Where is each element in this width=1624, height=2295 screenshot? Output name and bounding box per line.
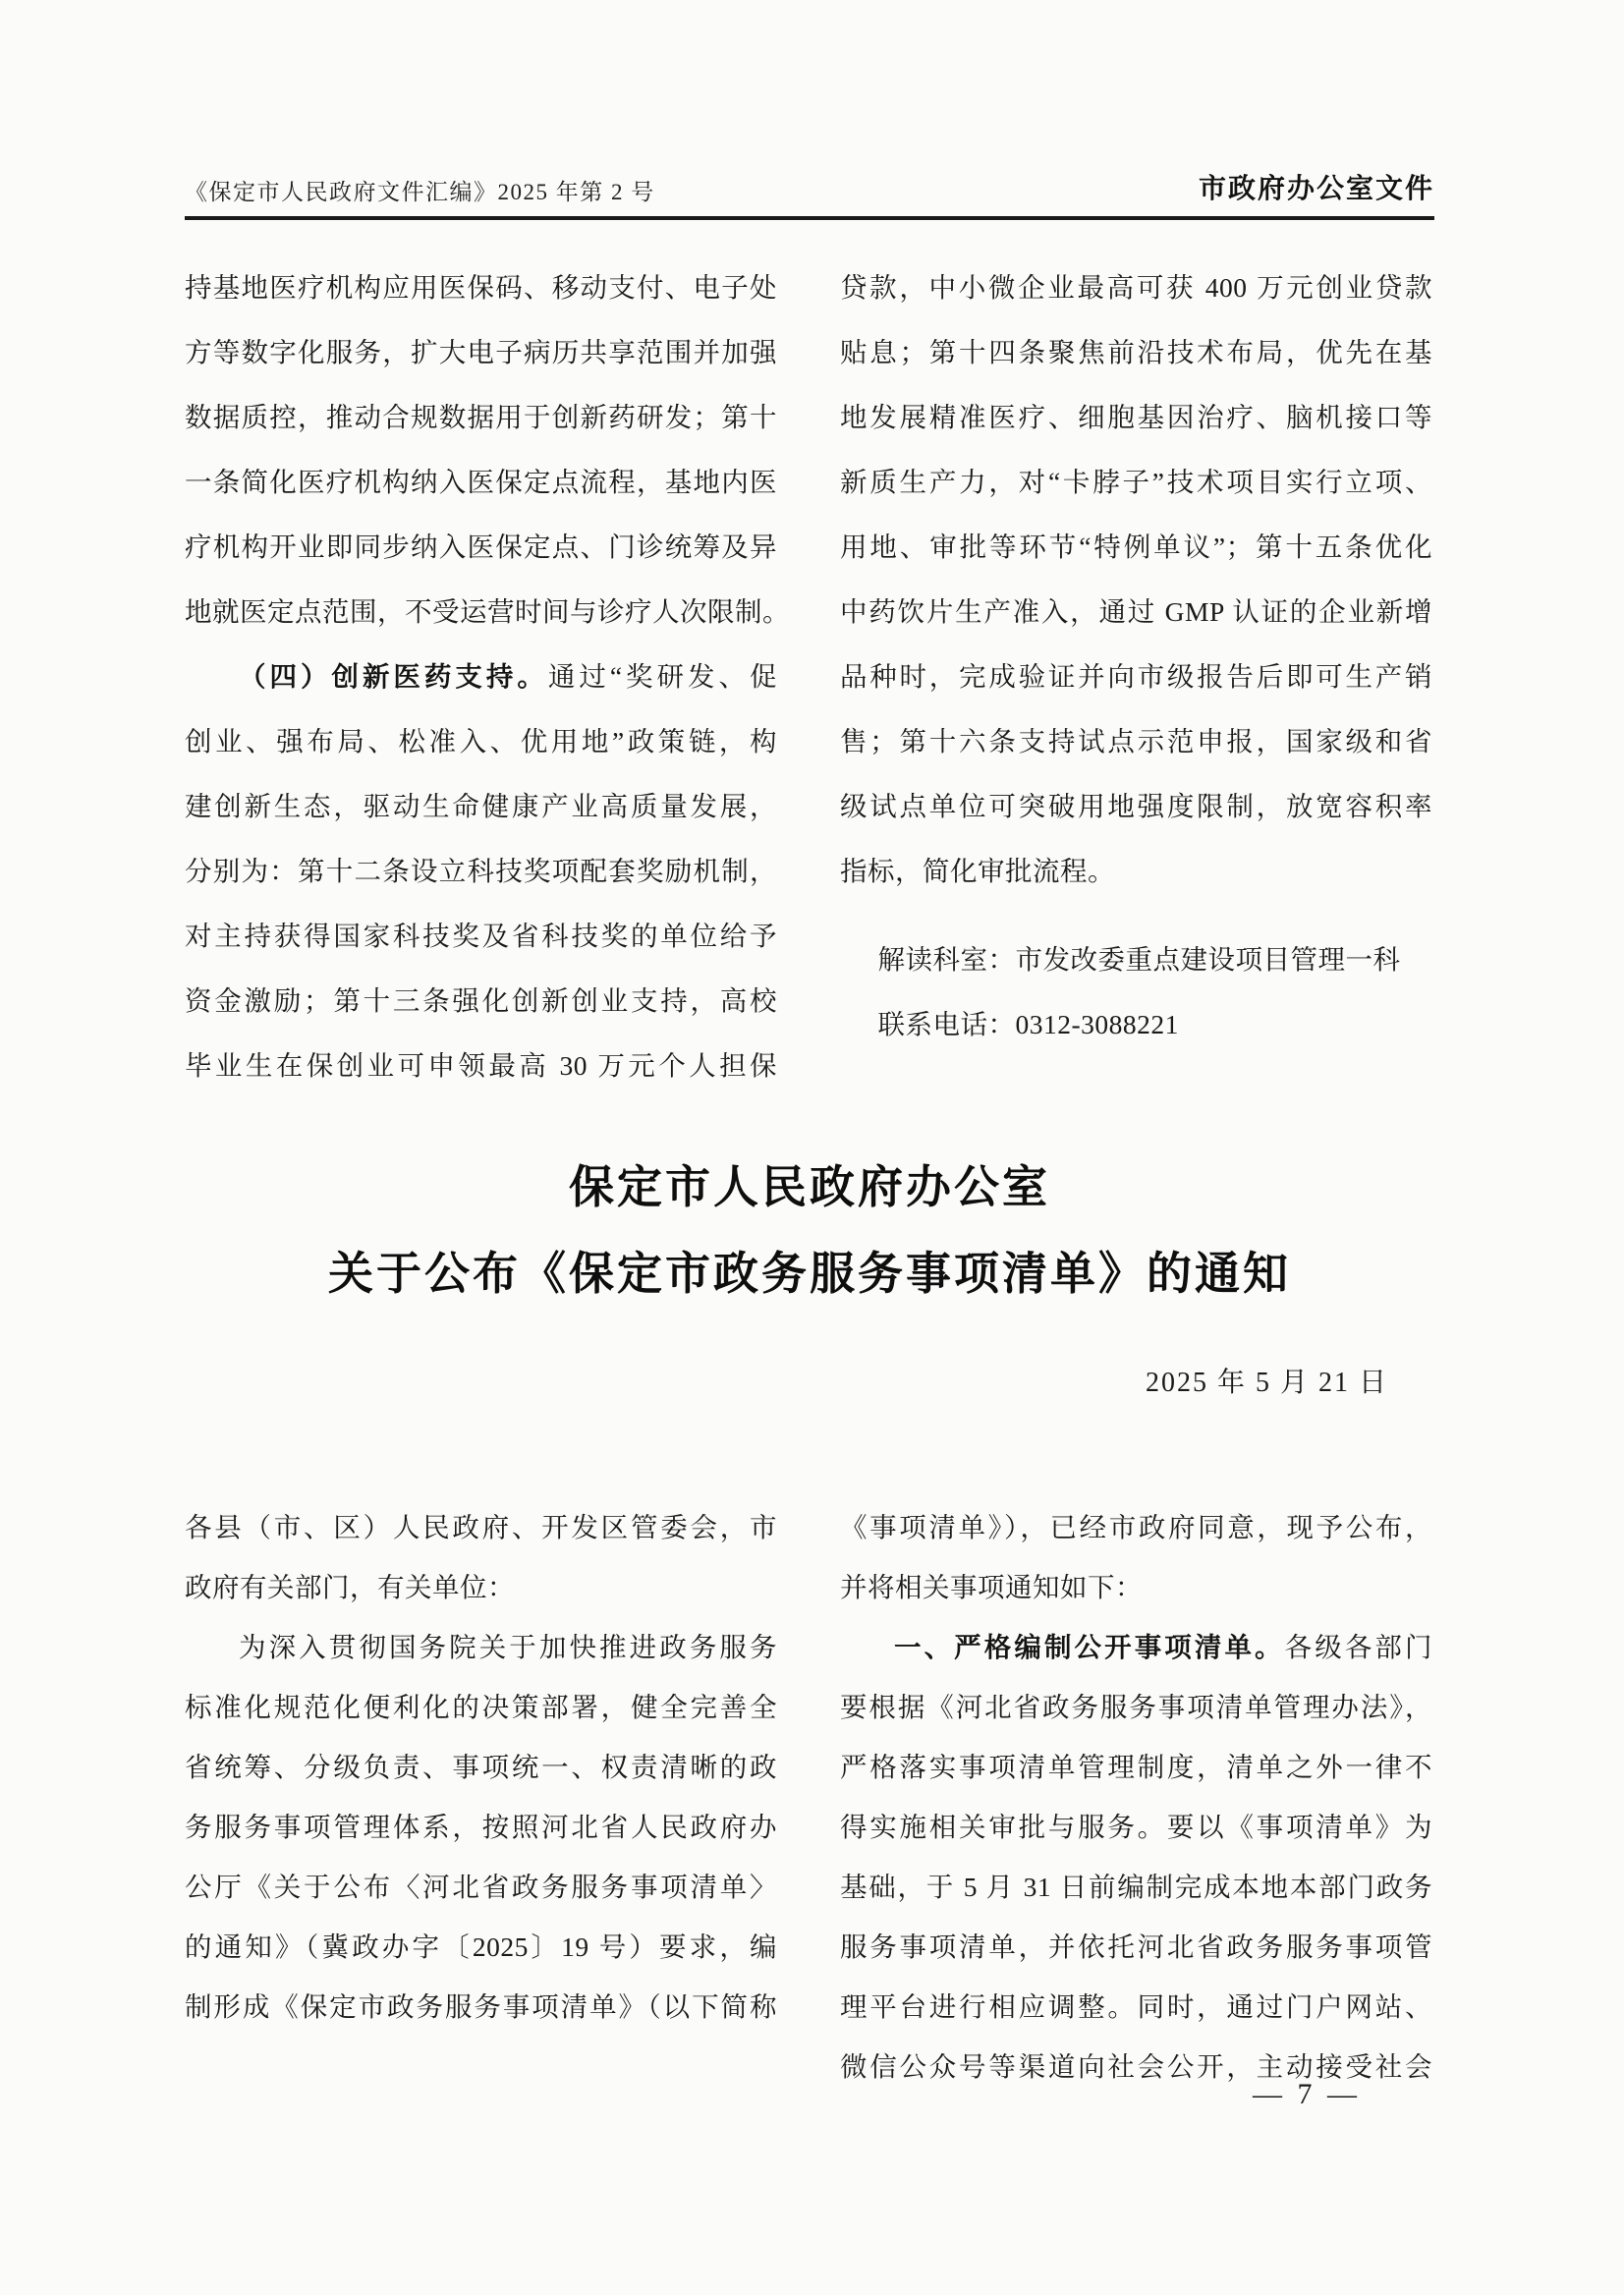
notice-title-line1: 保定市人民政府办公室 — [569, 1161, 1050, 1212]
document-category-label: 市政府办公室文件 — [1198, 173, 1434, 203]
text-line: 品种时，完成验证并向市级报告后即可生产销 — [840, 661, 1432, 692]
text-line: 地就医定点范围，不受运营时间与诊疗人次限制。 — [185, 596, 790, 627]
text-line: 一条简化医疗机构纳入医保定点流程，基地内医 — [185, 467, 777, 497]
text-line: 微信公众号等渠道向社会公开，主动接受社会 — [840, 2051, 1432, 2082]
text-line: 疗机构开业即同步纳入医保定点、门诊统筹及异 — [185, 532, 777, 562]
text-line: 持基地医疗机构应用医保码、移动支付、电子处 — [185, 272, 777, 303]
text-line: 理平台进行相应调整。同时，通过门户网站、 — [840, 1991, 1432, 2022]
page-number: — 7 — — [1253, 2078, 1361, 2110]
text-line: 售；第十六条支持试点示范申报，国家级和省 — [840, 726, 1432, 756]
text-line: 各县（市、区）人民政府、开发区管委会，市 — [185, 1512, 777, 1542]
text-line: 一、严格编制公开事项清单。各级各部门 — [894, 1632, 1433, 1662]
text-line: 《事项清单》），已经市政府同意，现予公布， — [840, 1512, 1432, 1542]
text-line: 级试点单位可突破用地强度限制，放宽容积率 — [840, 791, 1432, 821]
text-line: 方等数字化服务，扩大电子病历共享范围并加强 — [185, 337, 777, 367]
text-line: 地发展精准医疗、细胞基因治疗、脑机接口等 — [840, 402, 1432, 432]
text-line: 建创新生态，驱动生命健康产业高质量发展， — [185, 791, 777, 821]
text-line: 对主持获得国家科技奖及省科技奖的单位给予 — [185, 921, 777, 951]
text-line: 贷款，中小微企业最高可获 400 万元创业贷款 — [840, 272, 1432, 303]
text-line: 创业、强布局、松准入、优用地”政策链，构 — [185, 726, 777, 756]
text-line: （四）创新医药支持。通过“奖研发、促 — [239, 661, 777, 692]
contact-phone: 联系电话：0312-3088221 — [877, 1009, 1179, 1039]
notice-date: 2025 年 5 月 21 日 — [1145, 1368, 1388, 1398]
text-line: 得实施相关审批与服务。要以《事项清单》为 — [840, 1812, 1432, 1842]
text-line: 省统筹、分级负责、事项统一、权责清晰的政 — [185, 1752, 777, 1782]
article1-columns — [185, 255, 1434, 1098]
text-line: 的通知》（冀政办字〔2025〕19 号）要求，编 — [185, 1931, 777, 1962]
text-line: 中药饮片生产准入，通过 GMP 认证的企业新增 — [840, 596, 1432, 627]
text-line: 要根据《河北省政务服务事项清单管理办法》， — [840, 1692, 1432, 1722]
text-line: 新质生产力，对“卡脖子”技术项目实行立项、 — [840, 467, 1432, 497]
text-line: 贴息；第十四条聚焦前沿技术布局，优先在基 — [840, 337, 1432, 367]
text-line: 基础，于 5 月 31 日前编制完成本地本部门政务 — [840, 1872, 1432, 1902]
bold-heading-run: （四）创新医药支持。 — [239, 661, 548, 692]
text-line: 并将相关事项通知如下： — [840, 1572, 1143, 1602]
text-line: 服务事项清单，并依托河北省政务服务事项管 — [840, 1931, 1432, 1962]
notice-left-column — [185, 1497, 777, 2097]
compilation-title: 《保定市人民政府文件汇编》2025 年第 2 号 — [185, 180, 655, 204]
text-line: 公厅《关于公布〈河北省政务服务事项清单〉 — [185, 1872, 777, 1902]
text-line: 标准化规范化便利化的决策部署，健全完善全 — [185, 1692, 777, 1722]
notice-columns — [185, 1497, 1434, 2097]
text-line: 资金激励；第十三条强化创新创业支持，高校 — [185, 985, 777, 1016]
notice-title-line2: 关于公布《保定市政务服务事项清单》的通知 — [328, 1248, 1291, 1299]
bold-heading-run: 一、严格编制公开事项清单。 — [894, 1632, 1285, 1662]
article1-left-column — [185, 255, 790, 1098]
notice-title — [185, 1144, 1434, 1316]
text-line: 分别为：第十二条设立科技奖项配套奖励机制， — [185, 856, 777, 886]
text-line: 指标，简化审批流程。 — [840, 856, 1115, 886]
text-line: 数据质控，推动合规数据用于创新药研发；第十 — [185, 402, 777, 432]
text-line: 毕业生在保创业可申领最高 30 万元个人担保 — [185, 1050, 777, 1081]
contact-block — [840, 927, 1432, 1057]
text-line: 政府有关部门，有关单位： — [185, 1572, 515, 1602]
contact-department: 解读科室：市发改委重点建设项目管理一科 — [877, 944, 1401, 975]
text-line: 制形成《保定市政务服务事项清单》（以下简称 — [185, 1991, 777, 2022]
text-line: 严格落实事项清单管理制度，清单之外一律不 — [840, 1752, 1432, 1782]
header-divider — [185, 216, 1434, 220]
text-line: 务服务事项管理体系，按照河北省人民政府办 — [185, 1812, 777, 1842]
text-line: 用地、审批等环节“特例单议”；第十五条优化 — [840, 532, 1432, 562]
article1-right-column — [840, 255, 1432, 1098]
text-line: 为深入贯彻国务院关于加快推进政务服务 — [239, 1632, 777, 1662]
notice-right-column — [840, 1497, 1432, 2097]
page-header — [185, 167, 1434, 206]
